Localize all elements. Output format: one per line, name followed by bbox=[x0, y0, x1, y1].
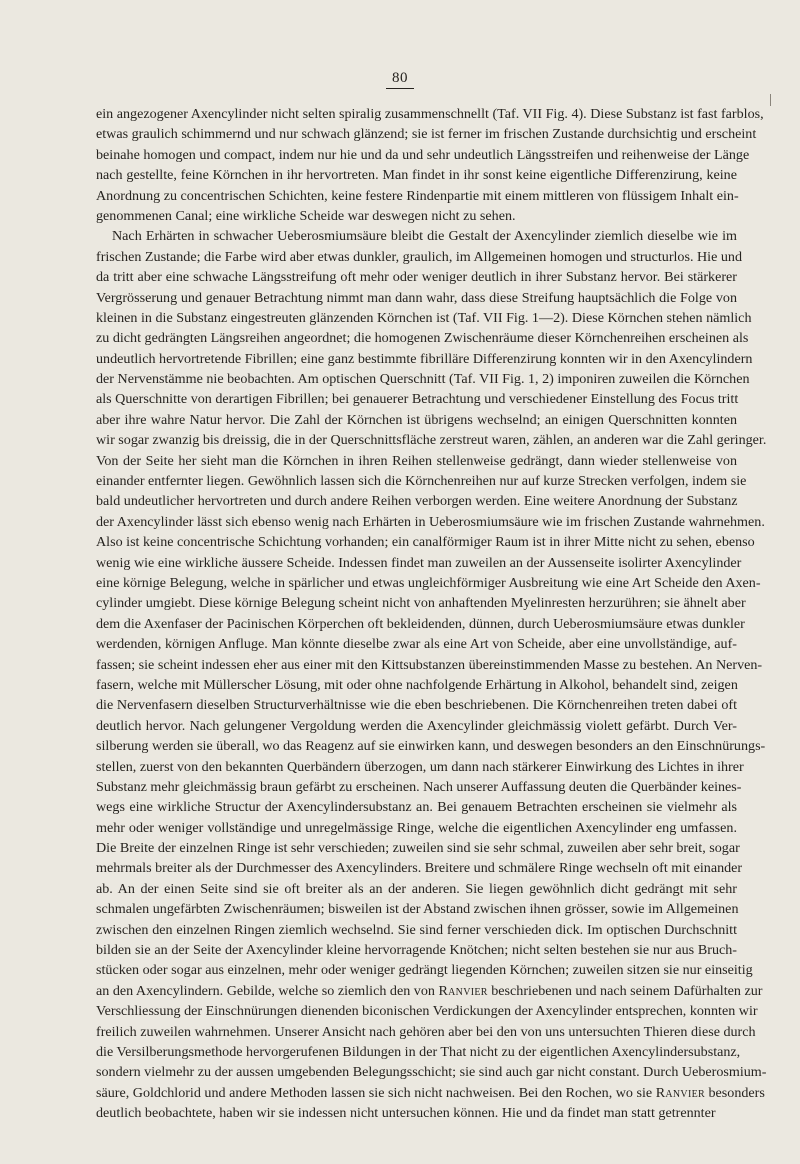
text-line: Nach Erhärten in schwacher Ueberosmiumsäure bleibt die Gestalt der Axencylinder ziemlich dieselbe wie im bbox=[112, 228, 737, 245]
body-text bbox=[96, 104, 767, 1124]
margin-mark bbox=[770, 94, 771, 106]
text-line: ein angezogener Axencylinder nicht selten spiralig zusammenschnellt (Taf. VII Fig. 4). Diese Substanz ist fast farblos, bbox=[96, 106, 764, 122]
text-line: zwischen den einzelnen Ringen ziemlich wechselnd. Sie sind ferner verschieden dick. Im optischen Durchschnitt bbox=[96, 921, 737, 938]
text-line: mehr oder weniger vollständige und unregelmässige Ringe, welche die eigentlichen Axencylinder eng umfassen. bbox=[96, 819, 737, 836]
text-line: Also ist keine concentrische Schichtung vorhanden; ein canalförmiger Raum ist in ihrer Mitte nicht zu sehen, ebenso bbox=[96, 534, 755, 551]
text-line: Die Breite der einzelnen Ringe ist sehr verschieden; zuweilen sind sie sehr schmal, zuweilen aber sehr breit, sogar bbox=[96, 840, 740, 857]
text-line: bald undeutlicher hervortreten und durch andere Reihen verborgen werden. Eine weitere Anordnung der Substanz bbox=[96, 493, 738, 510]
text-line: der Nervenstämme nie beobachten. Am optischen Querschnitt (Taf. VII Fig. 1, 2) imponiren zuweilen die Körnchen bbox=[96, 371, 750, 388]
paragraph bbox=[96, 104, 764, 226]
text-line: Verschliessung der Einschnürungen dienenden biconischen Verdickungen der Axencylinder entsprechen, konnten wir bbox=[96, 1003, 758, 1020]
text-line: stücken oder sogar aus einzelnen, mehr oder weniger gedrängt liegenden Körnchen; zuweilen sitzen sie nur einseitig bbox=[96, 962, 753, 979]
text-line: etwas graulich schimmernd und nur schwach glänzend; sie ist ferner im frischen Zustande durchsichtig und erscheint bbox=[96, 126, 757, 143]
text-line: beinahe homogen und compact, indem nur hie und da und sehr undeutlich Längsstreifen und reihenweise der Länge bbox=[96, 146, 750, 163]
text-line: da tritt aber eine schwache Längsstreifung oft mehr oder weniger deutlich in ihrer Substanz hervor. Bei stärkerer bbox=[96, 269, 737, 286]
text-line: genommenen Canal; eine wirkliche Scheide war deswegen nicht zu sehen. bbox=[96, 207, 516, 224]
text-line: Anordnung zu concentrischen Schichten, keine festere Rindenpartie mit einem mittleren von flüssigem Inhalt ein- bbox=[96, 187, 739, 204]
text-line: werdenden, körnigen Anfluge. Man könnte dieselbe zwar als eine Art von Scheide, aber eine unvollständige, auf- bbox=[96, 636, 737, 653]
text-line: sondern vielmehr zu der aussen umgebenden Belegungsschicht; sie sind auch gar nicht constant. Durch Ueberosmium- bbox=[96, 1064, 767, 1081]
text-line: Von der Seite her sieht man die Körnchen in ihren Reihen stellenweise gedrängt, dann wieder stellenweise von bbox=[96, 452, 737, 469]
text-line: silberung werden sie überall, wo das Reagenz auf sie einwirken kann, und deswegen besonders an den Einschnürungs- bbox=[96, 738, 766, 755]
text-line: fassen; sie scheint indessen eher aus einer mit den Kittsubstanzen übereinstimmenden Masse zu bestehen. An Nerven- bbox=[96, 656, 763, 673]
text-line: der Axencylinder lässt sich ebenso wenig nach Erhärten in Ueberosmiumsäure wie im frischen Zustande wahrnehmen. bbox=[96, 513, 765, 530]
text-line: ab. An der einen Seite sind sie oft breiter als an der anderen. Sie liegen gewöhnlich dicht gedrängt mit sehr bbox=[96, 880, 737, 897]
text-line: kleinen in die Substanz eingestreuten glänzenden Körnchen ist (Taf. VII Fig. 1—2). Diese Körnchen stehen nämlich bbox=[96, 309, 752, 326]
text-line: undeutlich hervortretende Fibrillen; eine ganz bestimmte fibrilläre Differenzirung konnten wir in den Axencylindern bbox=[96, 350, 753, 367]
author-name: Ranvier bbox=[438, 982, 488, 999]
text-line: bilden sie an der Seite der Axencylinder kleine hervorragende Knötchen; nicht selten bestehen sie nur aus Bruch- bbox=[96, 942, 737, 959]
page-number-text: 80 bbox=[386, 70, 414, 89]
page-number bbox=[0, 70, 800, 89]
text-line: aber ihre wahre Natur hervor. Die Zahl der Körnchen ist übrigens wechselnd; an einigen Querschnitten konnten bbox=[96, 411, 737, 428]
author-name: Ranvier bbox=[655, 1084, 705, 1101]
text-line: säure, Goldchlorid und andere Methoden lassen sie sich nicht nachweisen. Bei den Rochen, wo sie Ranvier besonders bbox=[96, 1084, 765, 1101]
text-line: deutlich hervor. Nach gelungener Vergoldung werden die Axencylinder gleichmässig violett gefärbt. Durch Ver- bbox=[96, 717, 737, 734]
text-line: stellen, zuerst von den bekannten Querbändern überzogen, um dann nach stärkerer Einwirkung des Lichtes in ihrer bbox=[96, 758, 744, 775]
text-line: deutlich beobachtete, haben wir sie indessen nicht untersuchen können. Hie und da findet man statt getrennter bbox=[96, 1105, 716, 1122]
text-line: schmalen ungefärbten Zwischenräumen; bisweilen ist der Abstand zwischen ihnen grösser, sowie im Allgemeinen bbox=[96, 901, 739, 918]
text-line: cylinder umgiebt. Diese körnige Belegung scheint nicht von anhaftenden Myelinresten herzurühren; sie ähnelt aber bbox=[96, 595, 746, 612]
text-line: frischen Zustande; die Farbe wird aber etwas dunkler, graulich, im Allgemeinen homogen und structurlos. Hie und bbox=[96, 248, 743, 265]
text-line: nach gestellte, feine Körnchen in ihr hervortreten. Man findet in ihr sonst keine eigentliche Differenzirung, keine bbox=[96, 167, 737, 184]
text-line: die Nervenfasern dieselben Structurverhältnisse wie die eben beschriebenen. Die Körnchenreihen treten dabei oft bbox=[96, 697, 737, 714]
text-line: Vergrösserung und genauer Betrachtung nimmt man dann wahr, dass diese Streifung hauptsächlich die Folge von bbox=[96, 289, 737, 306]
text-line: einander entfernter liegen. Gewöhnlich lassen sich die Körnchenreihen nur auf kurze Strecken verfolgen, indem sie bbox=[96, 473, 747, 490]
text-line: mehrmals breiter als der Durchmesser des Axencylinders. Breitere und schmälere Ringe wechseln oft mit einander bbox=[96, 860, 743, 877]
text-line: an den Axencylindern. Gebilde, welche so ziemlich den von Ranvier beschriebenen und nach seinem Dafürhalten zur bbox=[96, 982, 763, 999]
text-line: wir sogar zwanzig bis dreissig, die in der Querschnittsfläche zerstreut waren, zählen, an anderen war die Zahl geringer. bbox=[96, 432, 767, 449]
text-line: eine körnige Belegung, welche in spärlicher und etwas ungleichförmiger Ausbreitung wie eine Art Scheide den Axen- bbox=[96, 574, 761, 591]
text-line: dem die Axenfaser der Pacinischen Körperchen oft bekleidenden, dünnen, durch Ueberosmiumsäure etwas dunkler bbox=[96, 615, 745, 632]
text-line: freilich zuweilen wahrnehmen. Unserer Ansicht nach gehören aber bei den von uns untersuchten Thieren diese durch bbox=[96, 1023, 756, 1040]
text-line: zu dicht gedrängten Längsreihen angeordnet; die homogenen Zwischenräume dieser Körnchenreihen erscheinen als bbox=[96, 330, 749, 347]
text-line: Substanz mehr gleichmässig braun gefärbt zu erscheinen. Nach unserer Auffassung deuten die Querbänder keines- bbox=[96, 778, 742, 795]
text-line: wenig wie eine wirkliche äussere Scheide. Indessen findet man zuweilen an der Aussenseite isolirter Axencylinder bbox=[96, 554, 742, 571]
text-line: fasern, welche mit Müllerscher Lösung, mit oder ohne nachfolgende Erhärtung in Alkohol, behandelt sind, zeigen bbox=[96, 676, 738, 693]
paragraph bbox=[96, 226, 767, 1123]
text-line: die Versilberungsmethode hervorgerufenen Bildungen in der That nicht zu der eigentlichen Axencylindersubstanz, bbox=[96, 1043, 741, 1060]
text-line: als Querschnitte von derartigen Fibrillen; bei genauerer Betrachtung und verschiedener Einstellung des Focus tritt bbox=[96, 391, 739, 408]
text-line: wegs eine wirkliche Structur der Axencylindersubstanz an. Bei genauem Betrachten erscheinen sie vielmehr als bbox=[96, 799, 737, 816]
